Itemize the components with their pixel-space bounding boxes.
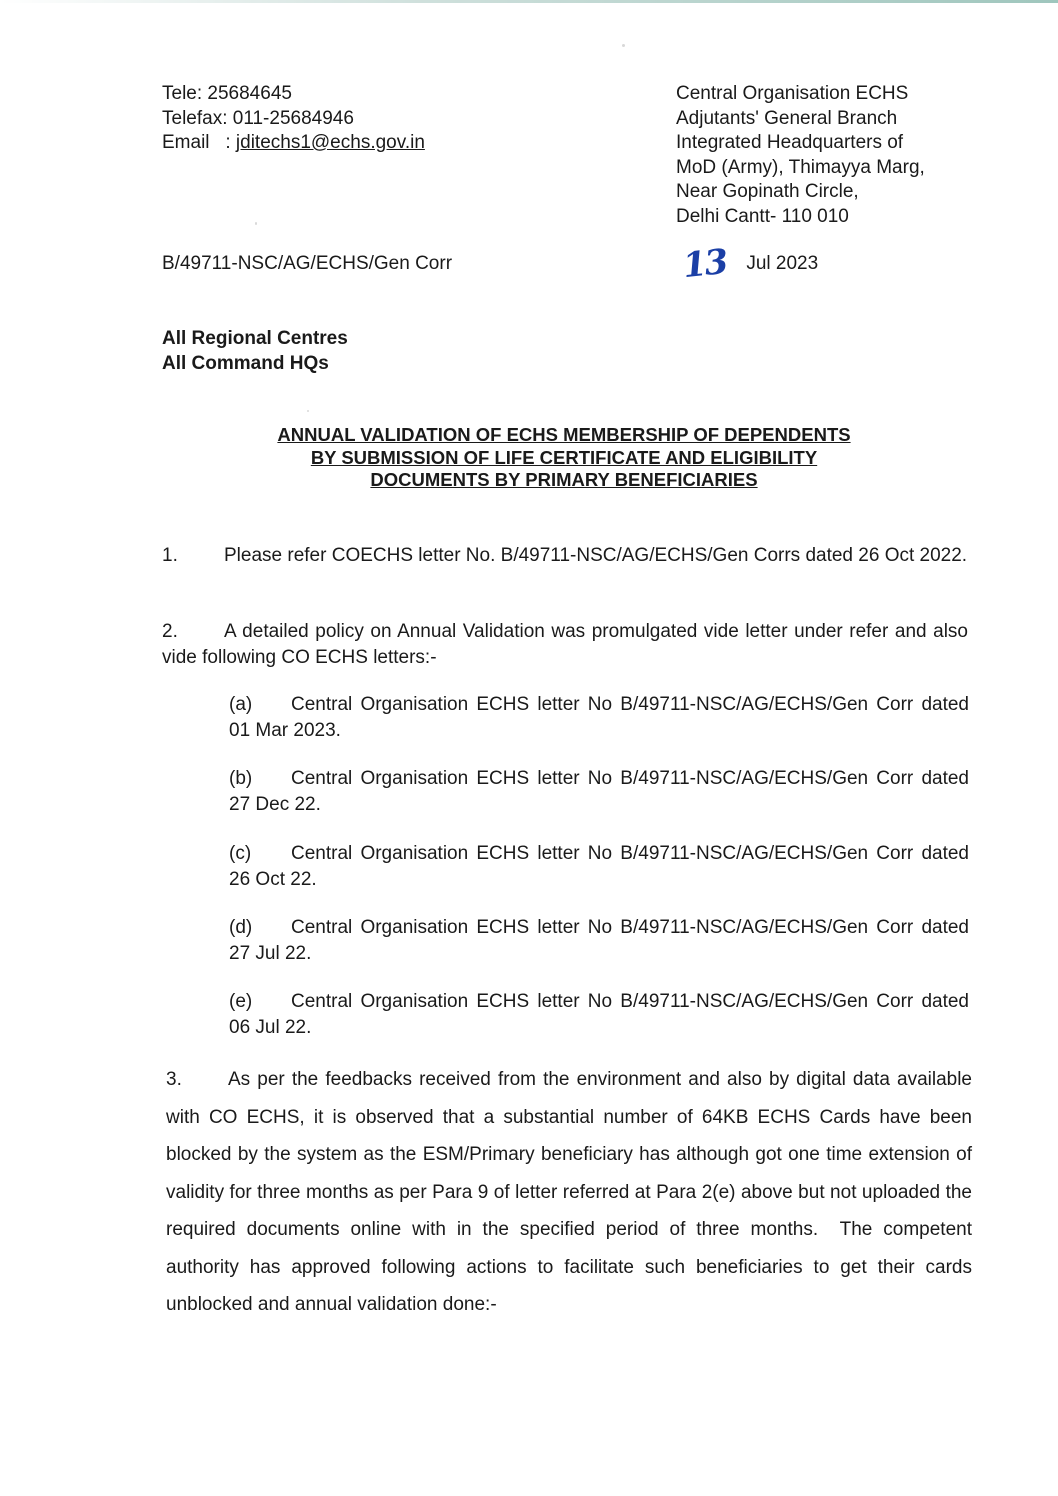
paragraph-1: [162, 543, 968, 569]
email-link[interactable]: jditechs1@echs.gov.in: [235, 132, 425, 153]
addressee-line: All Regional Centres: [162, 328, 348, 349]
sub-item-a: [229, 692, 969, 744]
office-address: [676, 82, 925, 229]
sub-item-label: (b): [229, 768, 253, 789]
address-line: Delhi Cantt- 110 010: [676, 205, 849, 227]
sub-item-text: Central Organisation ECHS letter No B/49711-NSC/AG/ECHS/Gen Corr dated 27 Dec 22.: [229, 768, 969, 815]
subject-line: DOCUMENTS BY PRIMARY BENEFICIARIES: [370, 469, 758, 490]
reference-number: B/49711-NSC/AG/ECHS/Gen Corr: [162, 253, 453, 274]
date-month-year: Jul 2023: [746, 253, 819, 274]
sub-item-text: Central Organisation ECHS letter No B/49711-NSC/AG/ECHS/Gen Corr dated 27 Jul 22.: [229, 917, 969, 964]
email-label: Email :: [162, 132, 236, 153]
paragraph-text: As per the feedbacks received from the environment and also by digital data available with CO ECHS, it is observed that a substantial number of 64KB ECHS Cards have been blocked by the system as the ESM/Primary beneficiary has although got one time extension of validity for three months as per Para 9 of letter referred at Para 2(e) above but not uploaded the required documents online with in the specified period of three months. The competent authority has approved following actions to facilitate such beneficiaries to get their cards unblocked and annual validation done:-: [166, 1069, 978, 1315]
sub-item-text: Central Organisation ECHS letter No B/49711-NSC/AG/ECHS/Gen Corr dated 06 Jul 22.: [229, 991, 969, 1038]
scan-edge: [0, 0, 1058, 3]
paragraph-number: 2.: [162, 621, 178, 642]
letter-date: [681, 241, 819, 287]
scan-speck: [255, 222, 257, 225]
subject-line: ANNUAL VALIDATION OF ECHS MEMBERSHIP OF DEPENDENTS: [277, 424, 851, 445]
scan-speck: [307, 410, 309, 412]
sub-item-text: Central Organisation ECHS letter No B/49711-NSC/AG/ECHS/Gen Corr dated 01 Mar 2023.: [229, 694, 969, 741]
paragraph-text: Please refer COECHS letter No. B/49711-NSC/AG/ECHS/Gen Corrs dated 26 Oct 2022.: [224, 545, 968, 566]
paragraph-number: 3.: [166, 1069, 182, 1090]
contact-block: [162, 82, 425, 156]
sub-item-label: (c): [229, 843, 252, 864]
sub-item-e: [229, 989, 969, 1041]
handwritten-date-day: 13: [681, 241, 729, 287]
sub-item-b: [229, 766, 969, 818]
sub-item-text: Central Organisation ECHS letter No B/49711-NSC/AG/ECHS/Gen Corr dated 26 Oct 22.: [229, 843, 969, 890]
subject-line: BY SUBMISSION OF LIFE CERTIFICATE AND ELIGIBILITY: [310, 446, 818, 468]
sub-item-d: [229, 915, 969, 967]
paragraph-2: [162, 619, 968, 671]
address-line: Central Organisation ECHS: [676, 83, 909, 104]
address-line: MoD (Army), Thimayya Marg,: [676, 156, 925, 178]
sub-item-label: (e): [229, 991, 253, 1012]
subject-heading: [160, 424, 968, 492]
paragraph-3: [166, 1061, 978, 1324]
sub-item-c: [229, 841, 969, 893]
addressee-line: All Command HQs: [162, 353, 329, 374]
sub-item-label: (a): [229, 694, 253, 715]
scan-speck: [622, 44, 625, 47]
address-line: Near Gopinath Circle,: [676, 181, 859, 202]
sub-item-label: (d): [229, 917, 253, 938]
addressees: [162, 326, 348, 376]
tele-line: Tele: 25684645: [162, 83, 292, 104]
paragraph-number: 1.: [162, 545, 178, 566]
email-line: [162, 131, 425, 156]
telefax-line: Telefax: 011-25684946: [162, 107, 354, 129]
address-line: Adjutants' General Branch: [676, 107, 898, 129]
paragraph-text: A detailed policy on Annual Validation was promulgated vide letter under refer and also vide following CO ECHS letters:-: [162, 621, 968, 668]
address-line: Integrated Headquarters of: [676, 132, 904, 153]
